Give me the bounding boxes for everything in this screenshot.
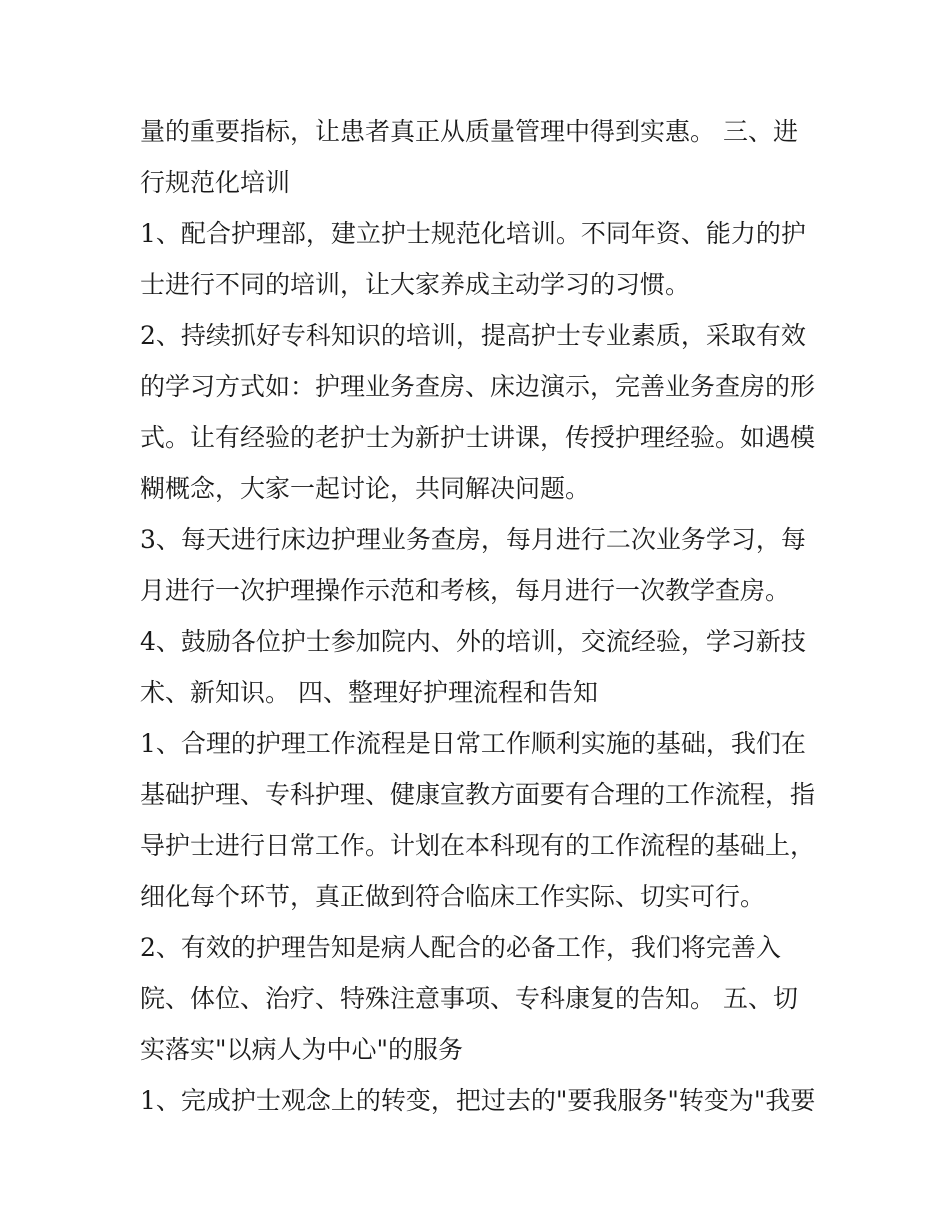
text-line: 术、新知识。 四、整理好护理流程和告知 [140, 678, 598, 707]
text-line: 1、完成护士观念上的转变，把过去的"要我服务"转变为"我要 [140, 1086, 816, 1115]
text-line: 的学习方式如：护理业务查房、床边演示，完善业务查房的形 [140, 372, 816, 401]
text-line: 士进行不同的培训，让大家养成主动学习的习惯。 [140, 270, 691, 299]
text-line: 1、配合护理部，建立护士规范化培训。不同年资、能力的护 [140, 219, 806, 248]
text-line: 细化每个环节，真正做到符合临床工作实际、切实可行。 [140, 882, 766, 911]
text-line: 院、体位、治疗、特殊注意事项、专科康复的告知。 五、切 [140, 984, 798, 1013]
text-line: 2、有效的护理告知是病人配合的必备工作，我们将完善入 [140, 933, 781, 962]
text-line: 行规范化培训 [140, 168, 291, 197]
text-line: 量的重要指标，让患者真正从质量管理中得到实惠。 三、进 [140, 117, 798, 146]
text-line: 3、每天进行床边护理业务查房，每月进行二次业务学习，每 [140, 525, 806, 554]
text-line: 基础护理、专科护理、健康宣教方面要有合理的工作流程，指 [140, 780, 816, 809]
text-line: 糊概念，大家一起讨论，共同解决问题。 [140, 474, 591, 503]
text-line: 2、持续抓好专科知识的培训，提高护士专业素质，采取有效 [140, 321, 806, 350]
text-line: 导护士进行日常工作。计划在本科现有的工作流程的基础上， [140, 831, 816, 860]
text-line: 4、鼓励各位护士参加院内、外的培训，交流经验，学习新技 [140, 627, 806, 656]
text-line: 式。让有经验的老护士为新护士讲课，传授护理经验。如遇模 [140, 423, 816, 452]
text-line: 月进行一次护理操作示范和考核，每月进行一次教学查房。 [140, 576, 791, 605]
body-text [140, 106, 830, 1126]
text-line: 实落实"以病人为中心"的服务 [140, 1035, 463, 1064]
text-line: 1、合理的护理工作流程是日常工作顺利实施的基础，我们在 [140, 729, 806, 758]
